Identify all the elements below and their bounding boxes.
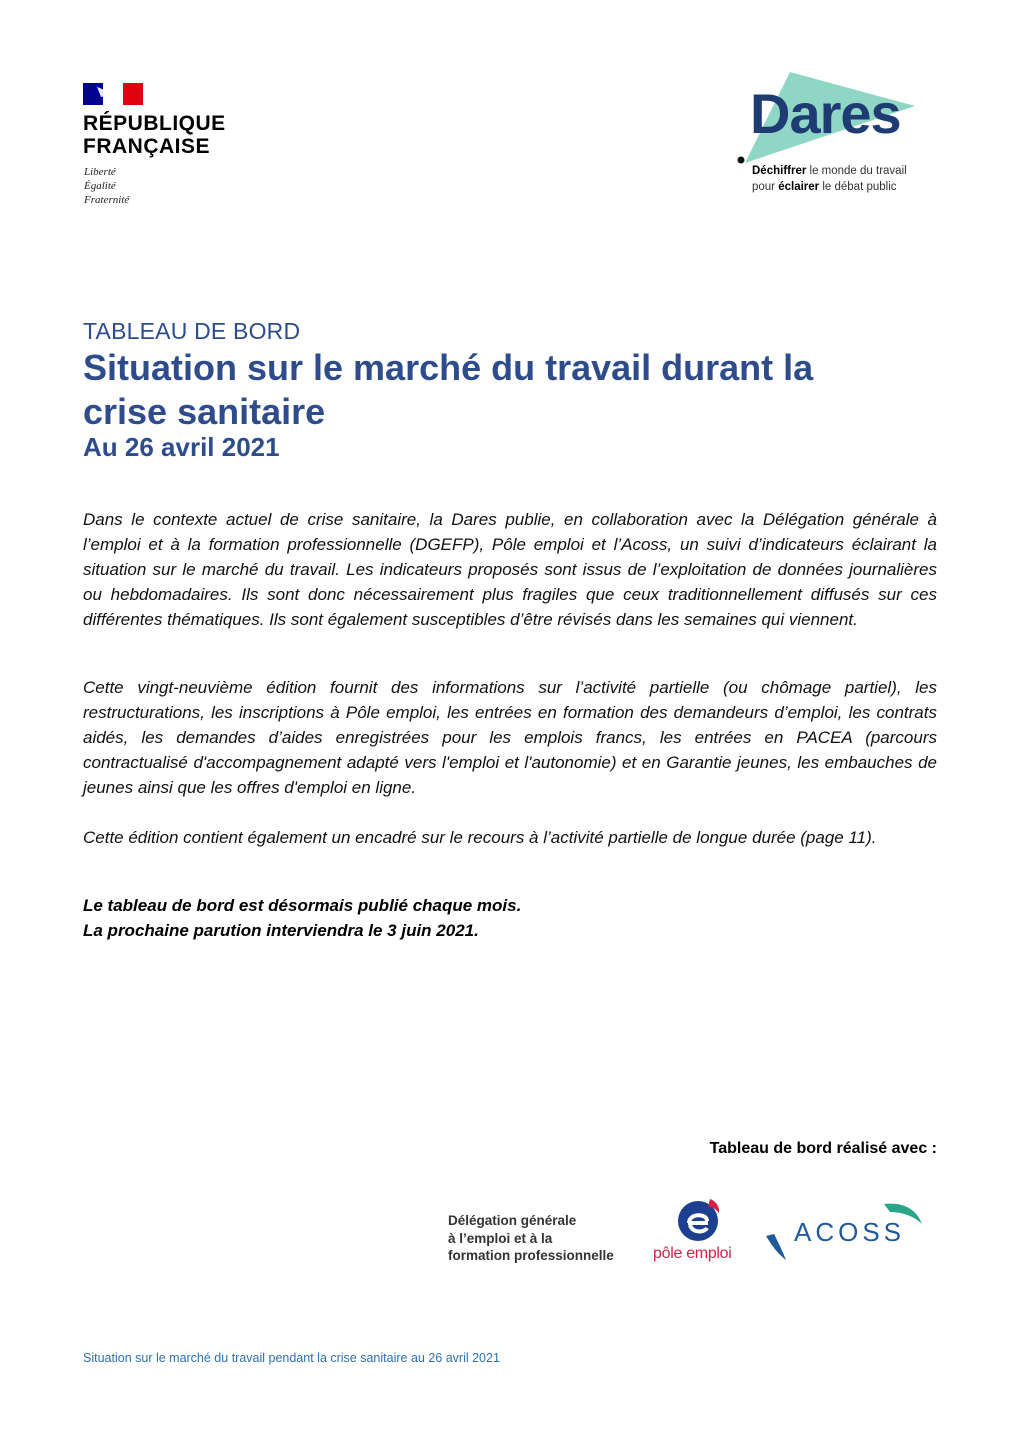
dgefp-line-3: formation professionnelle — [448, 1248, 614, 1263]
dgefp-logo — [448, 1212, 648, 1265]
document-title: Situation sur le marché du travail durant la crise sanitaire — [83, 347, 814, 432]
pole-emploi-logo — [650, 1195, 750, 1270]
rf-line-1: RÉPUBLIQUE — [83, 112, 226, 135]
publication-note: Le tableau de bord est désormais publié chaque mois. — [83, 896, 522, 915]
rf-motto-egalite: Égalité — [84, 180, 116, 192]
pole-emploi-e-icon — [672, 1195, 724, 1243]
rf-motto-liberte: Liberté — [84, 166, 116, 178]
pole-emploi-text: pôle emploi — [653, 1245, 732, 1262]
partners-label: Tableau de bord réalisé avec : — [709, 1140, 937, 1157]
rf-line-2: FRANÇAISE — [83, 135, 211, 158]
edition-paragraph: Cette vingt-neuvième édition fournit des informations sur l’activité partielle (ou chômage partiel), les restructurations, les inscriptions à Pôle emploi, les entrées en formation des demandeurs d’emploi, les contrats aidés, les demandes d’aides enregistrées pour les emplois francs, les entrées en PACEA (parcours contractualisé d'accompagnement adapté vers l'emploi et l'autonomie) et en Garantie jeunes, les embauches de jeunes ainsi que les offres d'emploi en ligne. — [83, 678, 937, 797]
intro-paragraph: Dans le contexte actuel de crise sanitaire, la Dares publie, en collaboration avec la Délégation générale à l’emploi et à la formation professionnelle (DGEFP), Pôle emploi et l’Acoss, un suivi d’indicateurs éclairant la situation sur le marché du travail. Les indicateurs proposés sont issus de l’exploitation de données journalières ou hebdomadaires. Ils sont donc nécessairement plus fragiles que ceux traditionnellement diffusés sur ces différentes thématiques. Ils sont également susceptibles d’être révisés dans les semaines qui viennent. — [83, 510, 937, 629]
dares-tagline-2: pour éclairer le débat public — [752, 181, 897, 193]
document-kicker: TABLEAU DE BORD — [83, 318, 301, 344]
next-release-note: La prochaine parution interviendra le 3 juin 2021. — [83, 921, 479, 940]
dares-logo — [735, 68, 935, 198]
document-date: Au 26 avril 2021 — [83, 432, 280, 462]
marianne-flag-icon — [83, 83, 143, 105]
page-footer: Situation sur le marché du travail pendant la crise sanitaire au 26 avril 2021 — [83, 1351, 500, 1365]
dgefp-line-2: à l’emploi et à la — [448, 1230, 553, 1246]
acoss-logo — [764, 1200, 924, 1265]
dgefp-line-1: Délégation générale — [448, 1213, 577, 1228]
republique-francaise-logo — [83, 83, 243, 213]
dares-tagline-1: Déchiffrer le monde du travail — [752, 165, 907, 177]
encadre-paragraph: Cette édition contient également un encadré sur le recours à l’activité partielle de longue durée (page 11). — [83, 828, 877, 847]
acoss-text: ACOSS — [794, 1217, 906, 1247]
rf-motto-fraternite: Fraternité — [84, 194, 130, 206]
dares-wordmark: Dares — [750, 82, 901, 145]
